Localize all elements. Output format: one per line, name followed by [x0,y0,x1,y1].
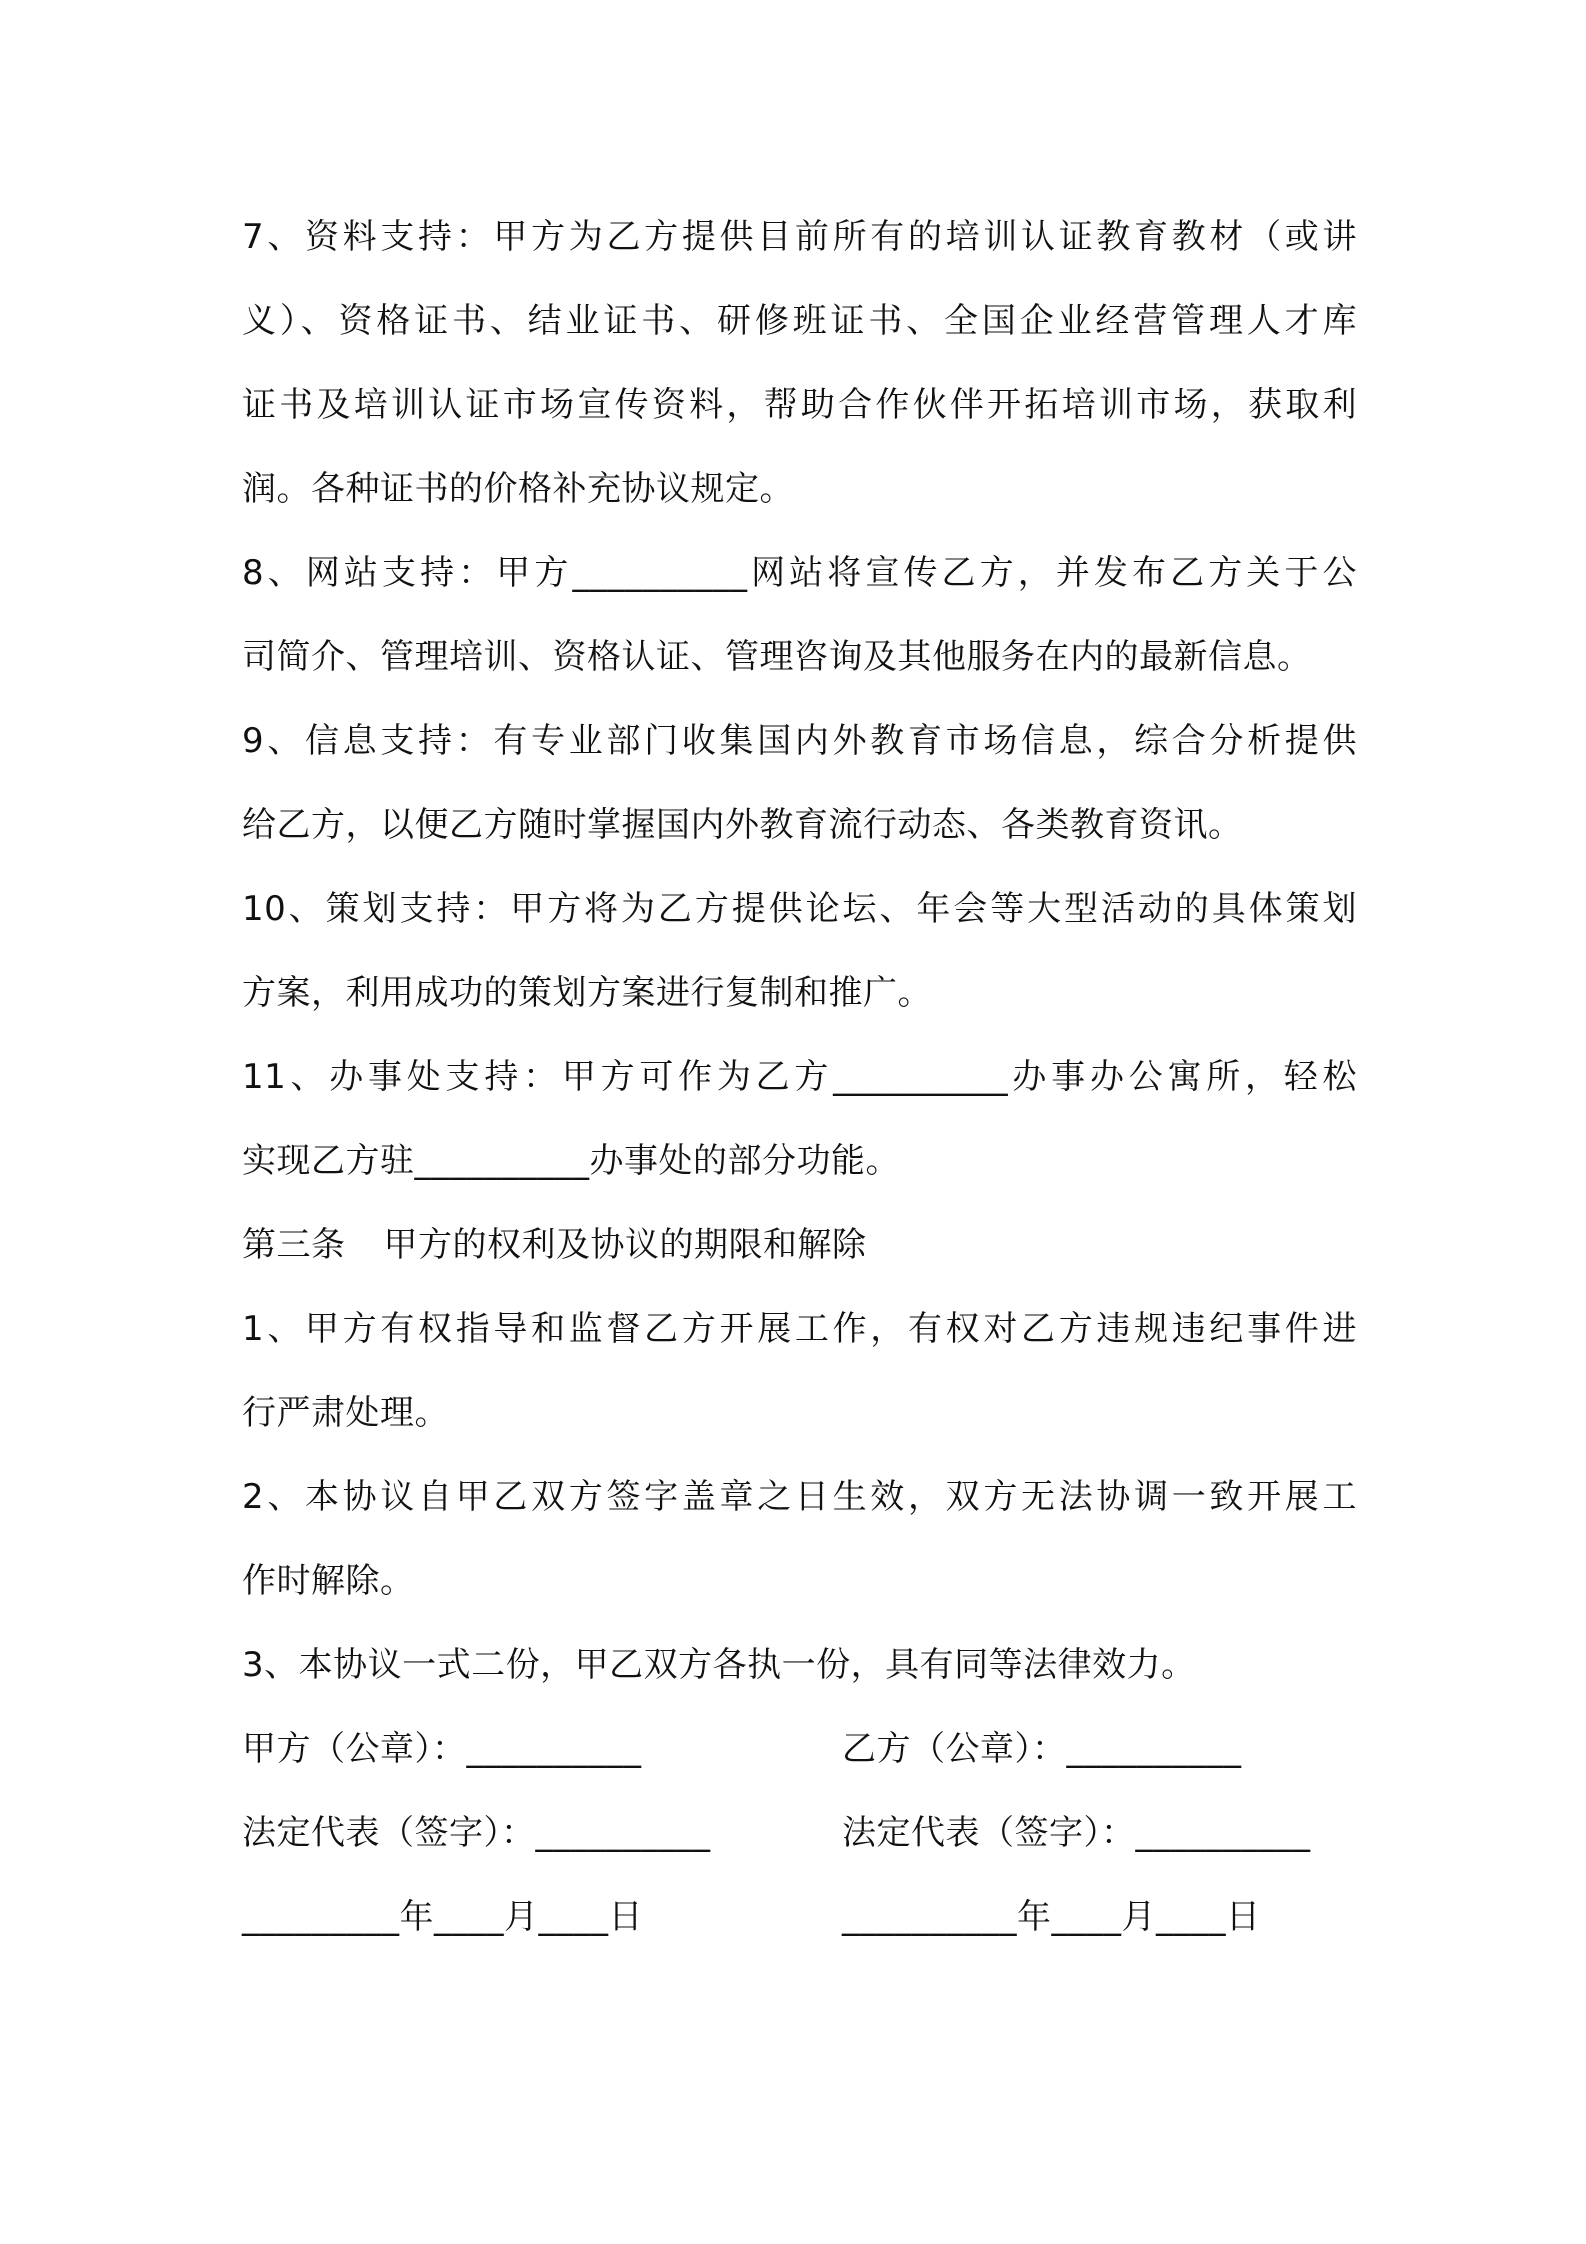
paragraph-line: 3、本协议一式二份，甲乙双方各执一份，具有同等法律效力。 [242,1645,1196,1685]
party-b-seal: 乙方（公章）：__________ [842,1729,1242,1769]
paragraph-line: 作时解除。 [242,1561,415,1601]
paragraph-line: 义）、资格证书、结业证书、研修班证书、全国企业经营管理人才库 [242,301,1357,341]
paragraph-line: 1、甲方有权指导和监督乙方开展工作，有权对乙方违规违纪事件进 [242,1309,1357,1349]
party-b-representative: 法定代表（签字）：__________ [842,1813,1311,1853]
paragraph-line: 司简介、管理培训、资格认证、管理咨询及其他服务在内的最新信息。 [242,637,1312,677]
signature-date-row [242,1875,1357,1959]
paragraph-line: 方案，利用成功的策划方案进行复制和推广。 [242,973,932,1013]
paragraph-line: 7、资料支持：甲方为乙方提供目前所有的培训认证教育教材（或讲 [242,217,1357,257]
signature-seal-row [242,1707,1357,1791]
paragraph-line: 证书及培训认证市场宣传资料，帮助合作伙伴开拓培训市场，获取利 [242,385,1357,425]
paragraph-line: 润。各种证书的价格补充协议规定。 [242,469,794,509]
paragraph-line: 2、本协议自甲乙双方签字盖章之日生效，双方无法协调一致开展工 [242,1477,1357,1517]
paragraph-line: 11、办事处支持：甲方可作为乙方__________办事办公寓所，轻松 [242,1057,1357,1097]
paragraph-line: 9、信息支持：有专业部门收集国内外教育市场信息，综合分析提供 [242,721,1357,761]
paragraph-line: 实现乙方驻__________办事处的部分功能。 [242,1141,900,1181]
party-b-date: __________年____月____日 [842,1897,1261,1937]
party-a-representative: 法定代表（签字）：__________ [242,1813,711,1853]
paragraph-line: 给乙方，以便乙方随时掌握国内外教育流行动态、各类教育资讯。 [242,805,1243,845]
article-3-heading [242,1203,1357,1287]
party-a-seal: 甲方（公章）：__________ [242,1729,642,1769]
paragraph-line: 8、网站支持：甲方__________网站将宣传乙方，并发布乙方关于公 [242,553,1357,593]
article-3-title: 甲方的权利及协议的期限和解除 [383,1225,867,1265]
article-3-number: 第三条 [242,1225,346,1265]
paragraph-line: 10、策划支持：甲方将为乙方提供论坛、年会等大型活动的具体策划 [242,889,1357,929]
signature-rep-row [242,1791,1357,1875]
party-a-date: _________年____月____日 [242,1897,643,1937]
paragraph-line: 行严肃处理。 [242,1393,449,1433]
document-body [242,195,1357,1959]
